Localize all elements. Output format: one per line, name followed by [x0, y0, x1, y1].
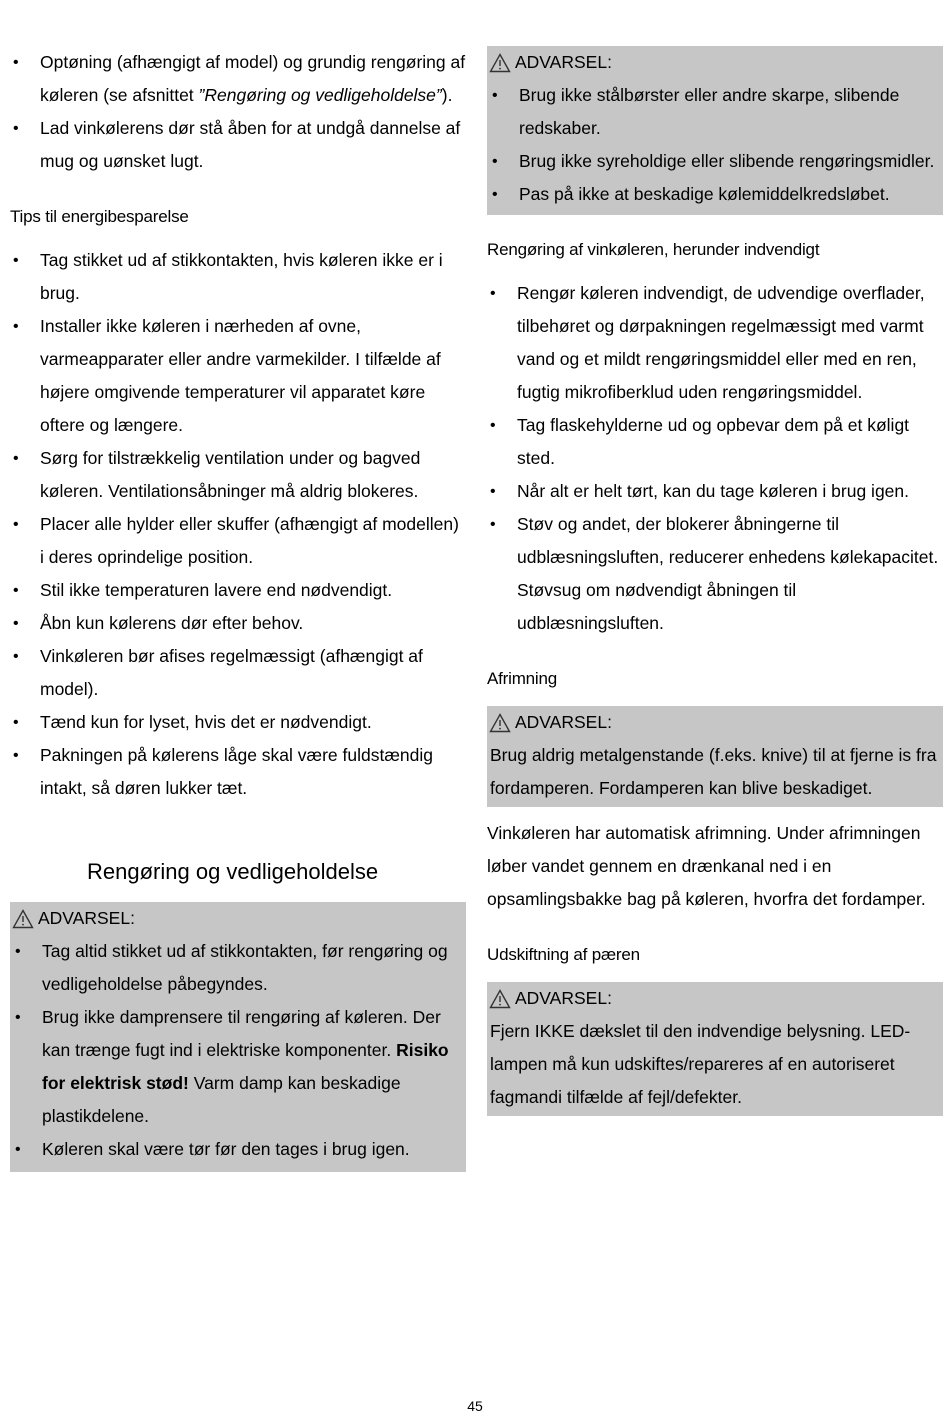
list-item-text: Optøning (afhængigt af model) og grundig rengøring af køleren (se afsnittet [40, 52, 466, 105]
intro-list [10, 46, 466, 178]
shock-risk-text: Risiko for elektrisk stød! [42, 1040, 449, 1093]
list-item: • Pakningen på kølerens låge skal være fuldstændig intakt, så døren lukker tæt. [10, 739, 466, 805]
list-item-text: Varm damp kan beskadige plastikdelene. [42, 1073, 401, 1126]
section-reference: ”Rengøring og vedligeholdelse” [198, 85, 442, 105]
list-item: • Brug ikke syreholdige eller slibende rengøringsmidler. [489, 145, 941, 178]
warning-box [10, 902, 466, 1172]
list-item: • Tag altid stikket ud af stikkontakten, før rengøring og vedligeholdelse påbegyndes. [12, 935, 464, 1001]
list-item: • Placer alle hylder eller skuffer (afhængigt af modellen) i deres oprindelige position. [10, 508, 466, 574]
warning-triangle-icon [489, 989, 511, 1009]
warning-label: ADVARSEL: [515, 52, 612, 72]
warning-triangle-icon [489, 713, 511, 733]
list-item [10, 46, 466, 112]
list-item-text: ). [441, 85, 453, 105]
list-item: • Pas på ikke at beskadige kølemiddelkredsløbet. [489, 178, 941, 211]
warning-list [12, 935, 464, 1166]
warning-triangle-icon [489, 53, 511, 73]
defrost-heading: Afrimning [487, 669, 558, 688]
warning-box [487, 706, 943, 807]
warning-box [487, 46, 943, 215]
cleaning-list [487, 277, 943, 640]
list-item: • Tag flaskehylderne ud og opbevar dem på et køligt sted. [487, 409, 943, 475]
tips-list [10, 244, 466, 805]
section-heading: Rengøring og vedligeholdelse [87, 859, 379, 884]
list-item: • Installer ikke køleren i nærheden af ovne, varmeapparater eller andre varmekilder. I tilfælde af højere omgivende temperaturer vil apparatet køre oftere og længere. [10, 310, 466, 442]
warning-title [489, 46, 941, 79]
warning-label: ADVARSEL: [515, 712, 612, 732]
warning-text: Brug aldrig metalgenstande (f.eks. knive) til at fjerne is fra fordamperen. Fordamperen kan blive beskadiget. [490, 745, 937, 798]
warning-label: ADVARSEL: [38, 908, 135, 928]
list-item [12, 1001, 464, 1133]
left-column [10, 46, 466, 1172]
list-item: • Tag stikket ud af stikkontakten, hvis køleren ikke er i brug. [10, 244, 466, 310]
warning-triangle-icon [12, 909, 34, 929]
page-number: 45 [467, 1398, 483, 1414]
warning-box [487, 982, 943, 1116]
warning-text [489, 1015, 941, 1114]
warning-title [489, 982, 941, 1015]
warning-text-part: Fjern [490, 1021, 535, 1041]
list-item: • Tænd kun for lyset, hvis det er nødvendigt. [10, 706, 466, 739]
list-item: • Når alt er helt tørt, kan du tage køleren i brug igen. [487, 475, 943, 508]
bulb-heading: Udskiftning af pæren [487, 945, 640, 964]
list-item: • Lad vinkølerens dør stå åben for at undgå dannelse af mug og uønsket lugt. [10, 112, 466, 178]
list-item-text: Brug ikke damprensere til rengøring af køleren. Der kan trænge fugt ind i elektriske komponenter. [42, 1007, 441, 1060]
list-item: • Køleren skal være tør før den tages i brug igen. [12, 1133, 464, 1166]
list-item: • Åbn kun kølerens dør efter behov. [10, 607, 466, 640]
list-item: • Sørg for tilstrækkelig ventilation under og bagved køleren. Ventilationsåbninger må aldrig blokeres. [10, 442, 466, 508]
cleaning-heading: Rengøring af vinkøleren, herunder indvendigt [487, 240, 820, 259]
list-item: • Rengør køleren indvendigt, de udvendige overflader, tilbehøret og dørpakningen regelmæssigt med varmt vand og et mildt rengøringsmiddel eller med en ren, fugtig mikrofiberklud uden rengøringsmiddel. [487, 277, 943, 409]
warning-emphasis: IKKE [534, 1021, 575, 1041]
warning-title [12, 902, 464, 935]
warning-label: ADVARSEL: [515, 988, 612, 1008]
list-item: • Brug ikke stålbørster eller andre skarpe, slibende redskaber. [489, 79, 941, 145]
right-column [487, 46, 943, 1116]
warning-text-part: dækslet til den indvendige belysning. LED-lampen må kun udskiftes/repareres af en autoriseret fagmandi tilfælde af fejl/defekter. [490, 1021, 911, 1107]
tips-heading: Tips til energibesparelse [10, 207, 189, 226]
warning-list [489, 79, 941, 211]
list-item: • Støv og andet, der blokerer åbningerne til udblæsningsluften, reducerer enhedens kølekapacitet. Støvsug om nødvendigt åbningen til udblæsningsluften. [487, 508, 943, 640]
list-item: • Vinkøleren bør afises regelmæssigt (afhængigt af model). [10, 640, 466, 706]
warning-title [489, 706, 941, 739]
list-item: • Stil ikke temperaturen lavere end nødvendigt. [10, 574, 466, 607]
defrost-text: Vinkøleren har automatisk afrimning. Under afrimningen løber vandet gennem en drænkanal ned i en opsamlingsbakke bag på køleren, hvorfra det fordamper. [487, 823, 926, 909]
